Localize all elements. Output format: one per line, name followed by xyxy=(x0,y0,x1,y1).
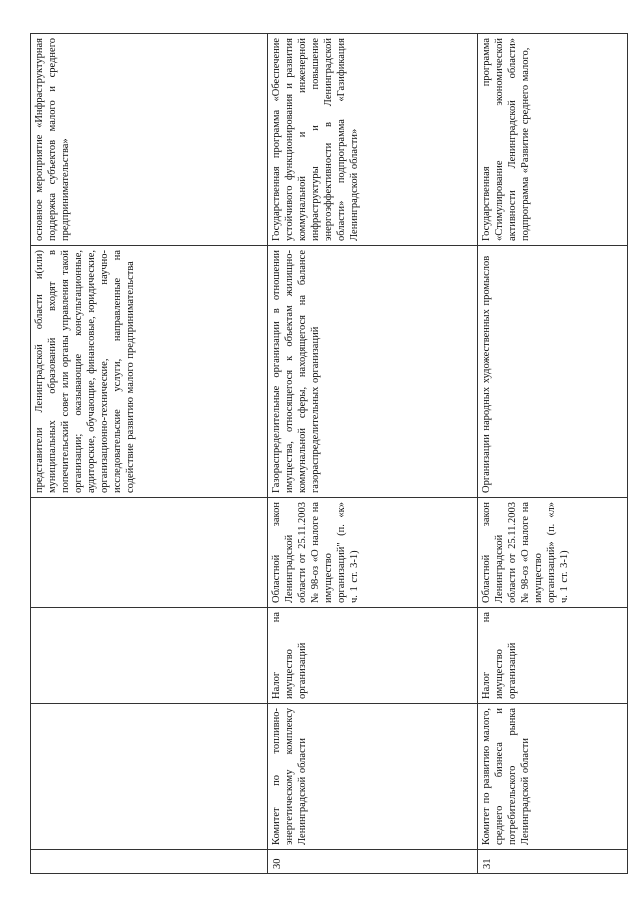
tax-cell xyxy=(31,608,268,704)
row-number-cell: 30 xyxy=(268,850,478,874)
law-cell xyxy=(31,498,268,608)
program-cell: Государственная программа «Обеспечение устойчивого функционирования и развития коммунальной и инженерной инфраструктуры и повышение энергоэффективности в Ленинградской области» подпрограмма «Газификация Ленинградской области» xyxy=(268,34,478,246)
table-row xyxy=(268,34,478,874)
table-row xyxy=(31,34,268,874)
committee-cell: Комитет по развитию малого, среднего бизнеса и потребительского рынка Ленинградской области xyxy=(478,704,628,850)
tax-benefits-table xyxy=(30,33,628,874)
categories-cell: Газораспределительные организации в отношении имущества, относящегося к объектам жилищно-коммунальной сферы, находящегося на балансе газораспределительных организаций xyxy=(268,246,478,498)
law-cell: Областной закон Ленинградской области от 25.11.2003 № 98-оз «О налоге на имущество организаций» (п. «л» ч. 1 ст. 3-1) xyxy=(478,498,628,608)
law-cell: Областной закон Ленинградской области от 25.11.2003 № 98-оз «О налоге на имущество организаций" (п. «к» ч. 1 ст. 3-1) xyxy=(268,498,478,608)
row-number-cell xyxy=(31,850,268,874)
rotated-page xyxy=(30,34,610,874)
table-row xyxy=(478,34,628,874)
row-number-cell: 31 xyxy=(478,850,628,874)
committee-cell: Комитет по топливно-энергетическому комплексу Ленинградской области xyxy=(268,704,478,850)
categories-cell: представители Ленинградской области и(или) муниципальных образований входят в попечительский совет или органы управления такой организации; оказывающие консультационные, аудиторские, обучающие, финансовые, юридические, организационно-технические, научно-исследовательские услуги, направленные на содействие развитию малого предпринимательства xyxy=(31,246,268,498)
categories-cell: Организации народных художественных промыслов xyxy=(478,246,628,498)
program-cell: Государственная программа «Стимулирование экономической активности Ленинградской области» подпрограмма «Развитие среднего малого, xyxy=(478,34,628,246)
tax-cell: Налог на имущество организаций xyxy=(268,608,478,704)
program-cell: основное мероприятие «Инфраструктурная поддержка субъектов малого и среднего предпринимательства» xyxy=(31,34,268,246)
tax-cell: Налог на имущество организаций xyxy=(478,608,628,704)
committee-cell xyxy=(31,704,268,850)
